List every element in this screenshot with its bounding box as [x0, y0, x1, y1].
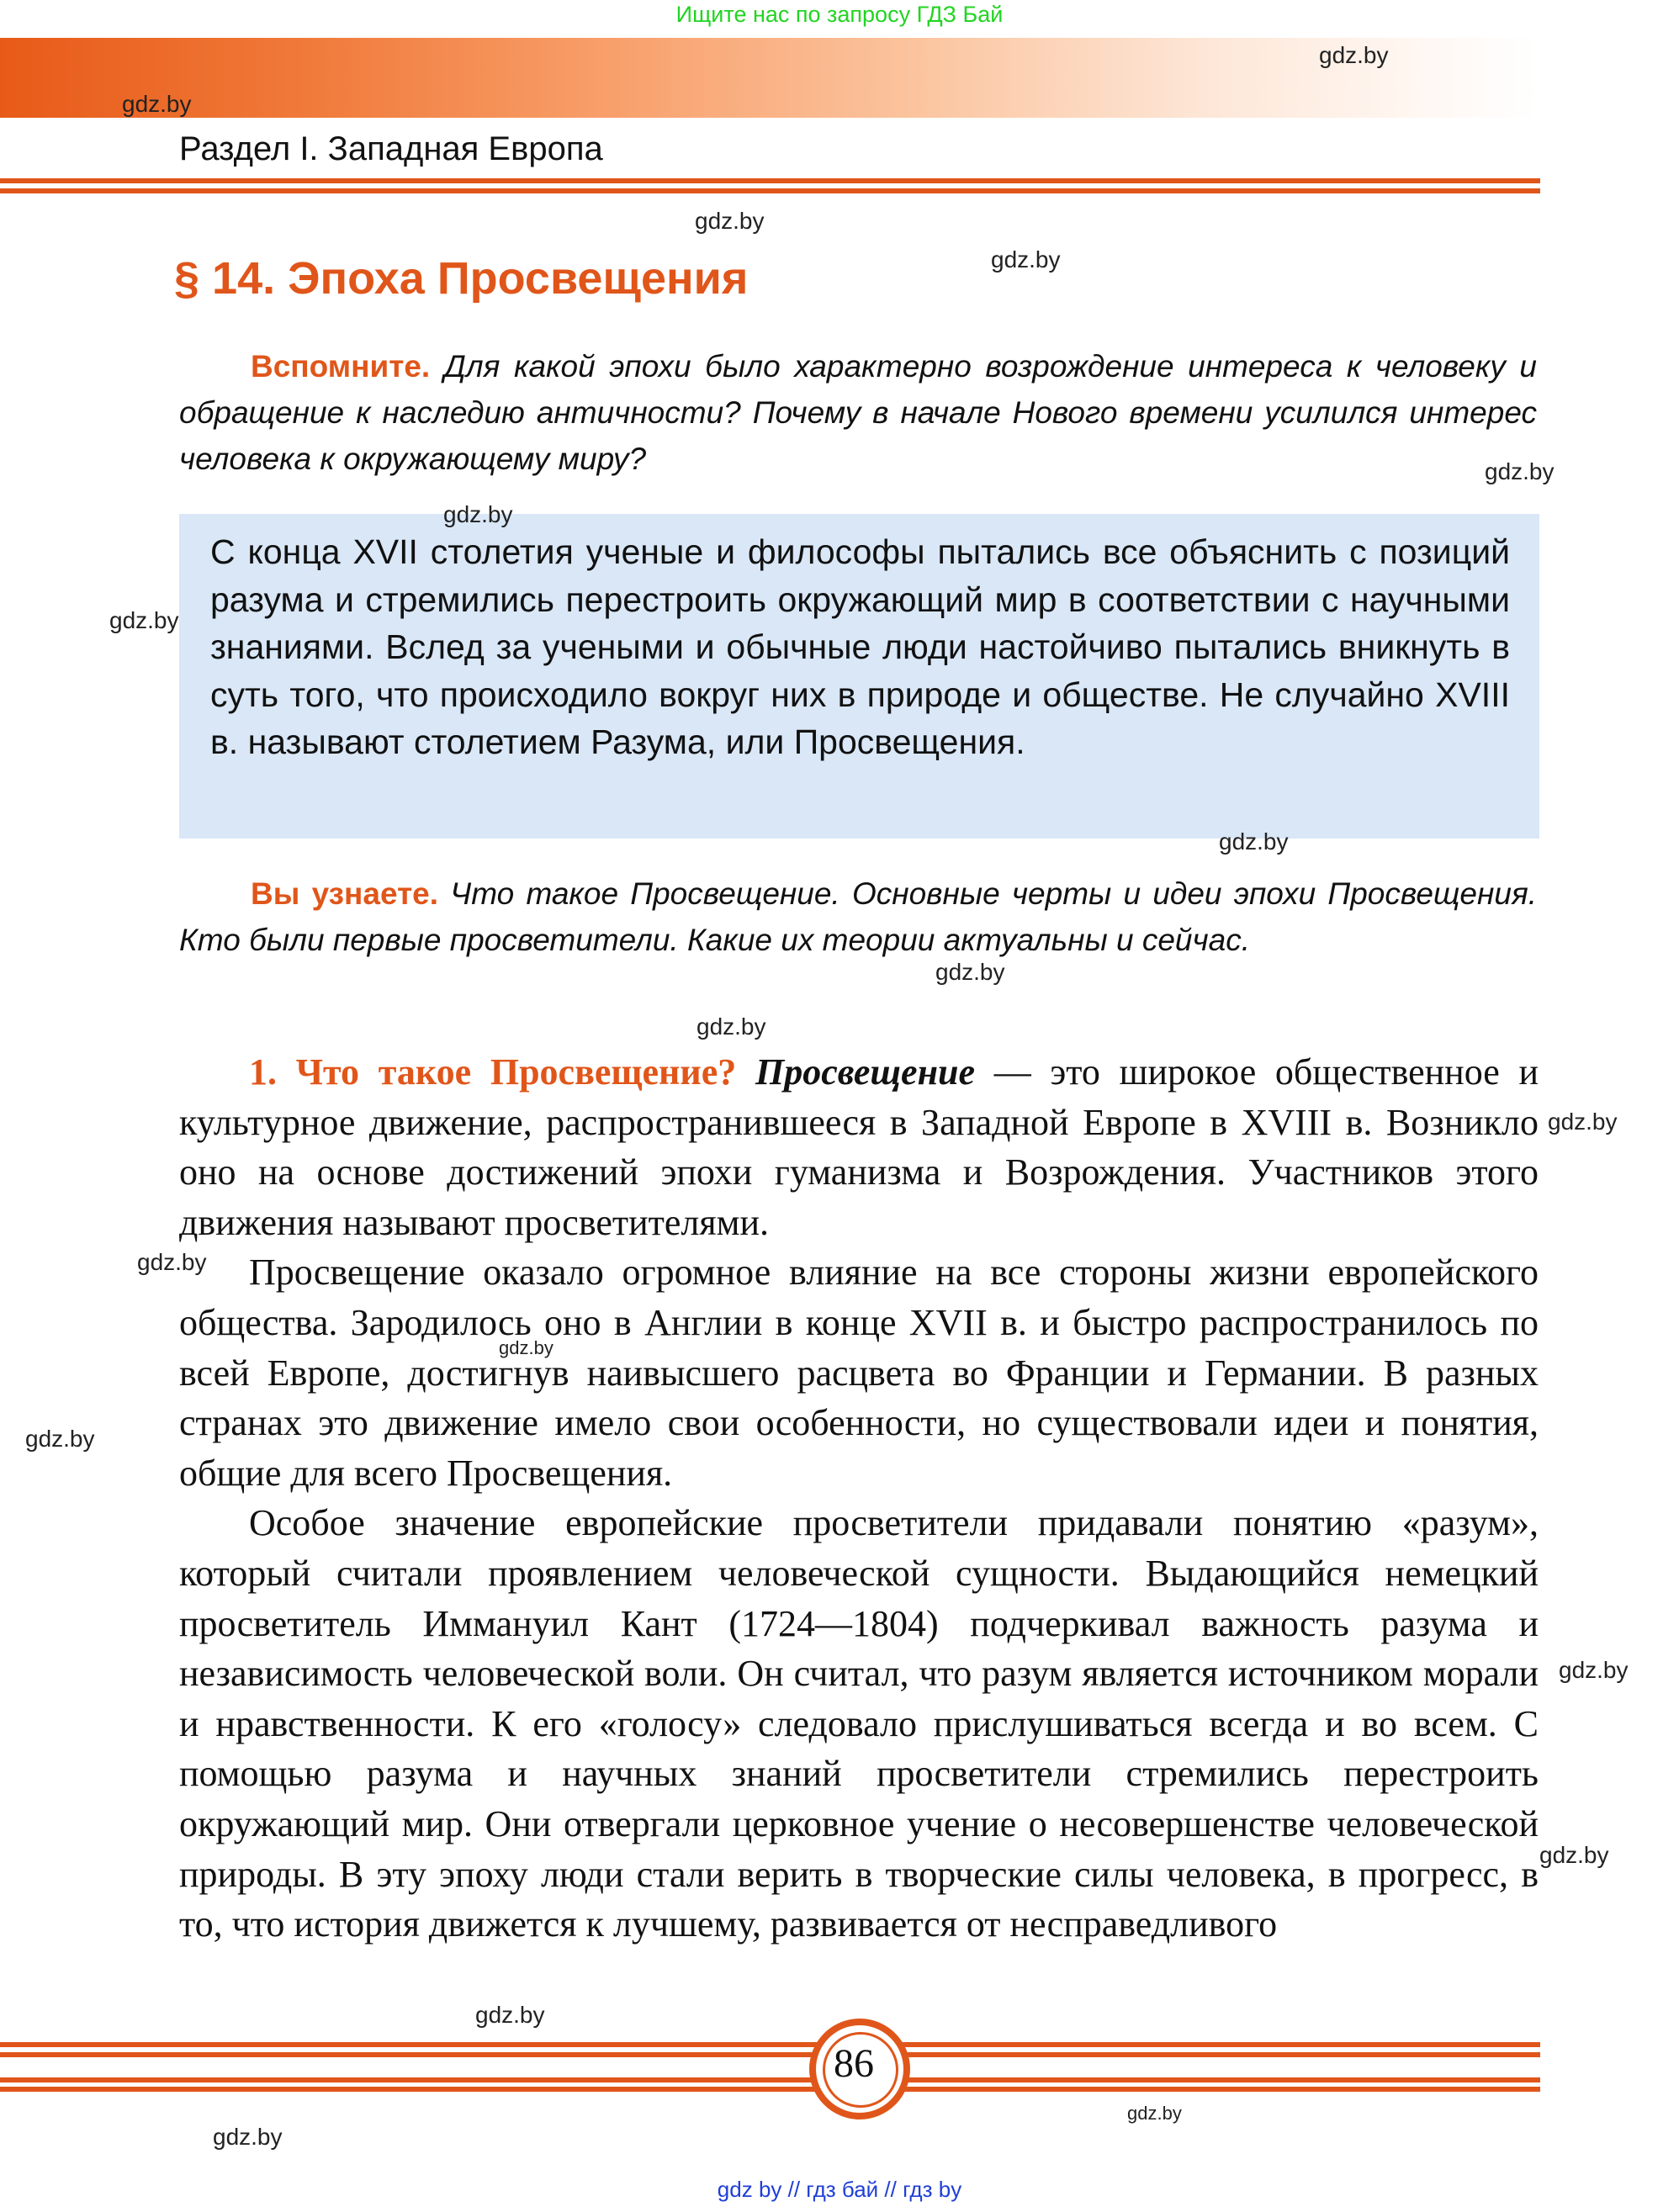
- watermark: gdz.by: [1219, 828, 1289, 855]
- watermark: gdz.by: [137, 1249, 207, 1275]
- section-label: Раздел I. Западная Европа: [179, 130, 603, 167]
- page-title: § 14. Эпоха Просвещения: [174, 253, 749, 304]
- recall-label: Вспомните.: [251, 349, 431, 384]
- watermark: gdz.by: [1127, 2103, 1182, 2124]
- watermark: gdz.by: [1539, 1842, 1609, 1868]
- intro-box-text: С конца XVII столетия ученые и философы пытались все объяснить с позиций разума и стремились перестроить окружающий мир в соответствии с научными знаниями. Вслед за учеными и обычные люди настойчиво пытались вникнуть в суть того, что происходило вокруг них в природе и обществе. Не случайно XVIII в. называют столетием Разума, или Просвещения.: [210, 532, 1510, 761]
- footer-rule-1: [0, 2042, 1540, 2047]
- watermark: gdz.by: [991, 246, 1061, 273]
- watermark: gdz.by: [695, 208, 765, 234]
- subsection-heading: 1. Что такое Просвещение?: [249, 1051, 737, 1093]
- watermark: gdz.by: [109, 607, 179, 633]
- watermark: gdz.by: [213, 2124, 283, 2150]
- watermark: gdz.by: [499, 1337, 553, 1358]
- watermark: gdz.by: [1548, 1109, 1618, 1135]
- paragraph-2: Просвещение оказало огромное влияние на все стороны жизни европейского общества. Зародилось оно в Англии в конце XVII в. и быстро распространилось по всей Европе, достигнув наивысшего расцвета во Франции и Германии. В разных странах это движение имело свои особенности, но существовали идеи и понятия, общие для всего Просвещения.: [179, 1252, 1539, 1494]
- recall-prompt: [179, 343, 1537, 482]
- term-enlightenment: Просвещение: [755, 1051, 975, 1093]
- watermark: gdz.by: [935, 959, 1005, 985]
- watermark: gdz.by: [443, 501, 513, 527]
- footer-rule-3: [0, 2077, 1540, 2082]
- top-search-banner: Ищите нас по запросу ГДЗ Бай: [675, 2, 1004, 27]
- watermark: gdz.by: [1559, 1657, 1629, 1683]
- watermark: gdz.by: [696, 1013, 766, 1040]
- watermark: gdz.by: [122, 91, 192, 117]
- footer-links[interactable]: gdz by // гдз бай // гдз by: [717, 2177, 962, 2202]
- watermark: gdz.by: [1319, 42, 1389, 68]
- recall-text: Для какой эпохи было характерно возрождение интереса к человеку и обращение к наследию античности? Почему в начале Нового времени усилился интерес человека к окружающему миру?: [179, 349, 1537, 476]
- page-number: 86: [834, 2041, 874, 2086]
- footer-rule-4: [0, 2087, 1540, 2092]
- learn-label: Вы узнаете.: [251, 876, 439, 911]
- watermark: gdz.by: [475, 2002, 545, 2028]
- watermark: gdz.by: [25, 1426, 95, 1452]
- watermark: gdz.by: [1485, 458, 1555, 484]
- learn-text: Что такое Просвещение. Основные черты и идеи эпохи Просвещения. Кто были первые просветители. Какие их теории актуальны и сейчас.: [179, 876, 1537, 957]
- main-text: [179, 1047, 1539, 1950]
- header-rule-top: [0, 178, 1540, 183]
- page-number-badge: [809, 2019, 910, 2119]
- learn-prompt: [179, 871, 1537, 963]
- header-rule-bottom: [0, 188, 1540, 193]
- paragraph-3: Особое значение европейские просветители придавали понятию «разум», который считали проявлением человеческой сущности. Выдающийся немецкий просветитель Иммануил Кант (1724—1804) подчеркивал важность разума и независимость человеческой воли. Он считал, что разум является источником морали и нравственности. К его «голосу» следовало прислушиваться всегда и во всем. С помощью разума и научных знаний просветители стремились перестроить окружающий мир. Они отвергали церковное учение о несовершенстве человеческой природы. В эту эпоху люди стали верить в творческие силы человека, в прогресс, в то, что история движется к лучшему, развивается от несправедливого: [179, 1502, 1539, 1945]
- paragraph-1-text: — это широкое общественное и культурное движение, распространившееся в Западной Европе в XVIII в. Возникло оно на основе достижений эпохи гуманизма и Возрождения. Участников этого движения называют просветителями.: [179, 1051, 1539, 1243]
- paragraph-1: [179, 1047, 1539, 1247]
- header-gradient-band: [0, 38, 1539, 118]
- footer-rule-2: [0, 2052, 1540, 2057]
